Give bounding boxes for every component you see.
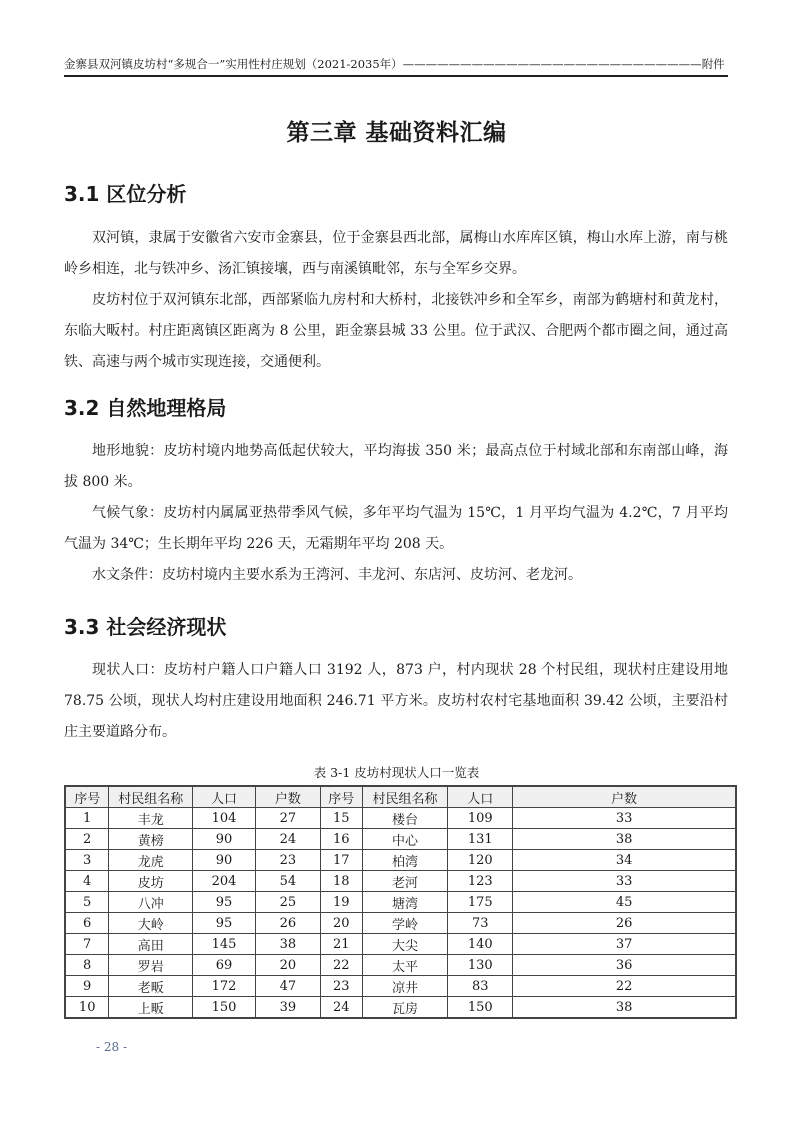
cell-population: 69 (193, 955, 256, 976)
cell-index: 21 (320, 934, 362, 955)
col-header-population: 人口 (193, 786, 256, 808)
cell-group-name: 楼台 (362, 808, 448, 829)
cell-households: 25 (255, 892, 320, 913)
cell-households: 22 (513, 976, 736, 997)
cell-households: 45 (513, 892, 736, 913)
paragraph: 现状人口：皮坊村户籍人口户籍人口 3192 人，873 户，村内现状 28 个村民组，现状村庄建设用地 78.75 公顷，现状人均村庄建设用地面积 246.71 平方米。皮坊村农村宅基地面积 39.42 公顷，主要沿村庄主要道路分布。 (64, 662, 728, 740)
section-heading: 3.3 社会经济现状 (64, 615, 227, 639)
cell-group-name: 凉井 (362, 976, 448, 997)
col-header-index: 序号 (320, 786, 362, 808)
paragraph: 气候气象：皮坊村内属属亚热带季风气候，多年平均气温为 15℃，1 月平均气温为 4.2℃，7 月平均气温为 34℃；生长期年平均 226 天，无霜期年平均 208 天。 (64, 505, 728, 552)
cell-population: 130 (448, 955, 513, 976)
table-row (65, 808, 736, 829)
cell-population: 95 (193, 913, 256, 934)
cell-index: 6 (65, 913, 109, 934)
population-table (64, 785, 737, 1019)
cell-households: 20 (255, 955, 320, 976)
cell-index: 3 (65, 850, 109, 871)
cell-households: 38 (255, 934, 320, 955)
cell-households: 26 (513, 913, 736, 934)
cell-population: 175 (448, 892, 513, 913)
col-header-households: 户数 (513, 786, 736, 808)
cell-households: 54 (255, 871, 320, 892)
cell-group-name: 大尖 (362, 934, 448, 955)
col-header-group-name: 村民组名称 (109, 786, 193, 808)
cell-index: 1 (65, 808, 109, 829)
table-row (65, 913, 736, 934)
cell-households: 24 (255, 829, 320, 850)
cell-index: 4 (65, 871, 109, 892)
cell-population: 150 (448, 997, 513, 1019)
cell-index: 5 (65, 892, 109, 913)
paragraph: 皮坊村位于双河镇东北部，西部紧临九房村和大桥村，北接铁冲乡和全军乡，南部为鹤塘村和黄龙村，东临大畈村。村庄距离镇区距离为 8 公里，距金寨县城 33 公里。位于武汉、合肥两个都市圈之间，通过高铁、高速与两个城市实现连接，交通便利。 (64, 292, 728, 370)
table-row (65, 997, 736, 1019)
cell-group-name: 丰龙 (109, 808, 193, 829)
cell-population: 104 (193, 808, 256, 829)
cell-households: 23 (255, 850, 320, 871)
header-rule (64, 75, 728, 77)
table-row (65, 829, 736, 850)
table-row (65, 871, 736, 892)
cell-index: 17 (320, 850, 362, 871)
cell-group-name: 太平 (362, 955, 448, 976)
cell-households: 33 (513, 808, 736, 829)
cell-households: 36 (513, 955, 736, 976)
cell-index: 16 (320, 829, 362, 850)
cell-index: 24 (320, 997, 362, 1019)
table-row (65, 976, 736, 997)
cell-population: 109 (448, 808, 513, 829)
cell-households: 39 (255, 997, 320, 1019)
cell-households: 26 (255, 913, 320, 934)
table-header-row (65, 786, 736, 808)
header-title: 金寨县双河镇皮坊村“多规合一”实用性村庄规划（2021-2035年）—————————————————————————— (64, 57, 702, 71)
cell-index: 2 (65, 829, 109, 850)
cell-index: 10 (65, 997, 109, 1019)
cell-households: 34 (513, 850, 736, 871)
cell-population: 95 (193, 892, 256, 913)
cell-group-name: 上畈 (109, 997, 193, 1019)
col-header-index: 序号 (65, 786, 109, 808)
table-row (65, 850, 736, 871)
running-header (64, 56, 728, 72)
cell-population: 90 (193, 850, 256, 871)
paragraph: 水文条件：皮坊村境内主要水系为王湾河、丰龙河、东店河、皮坊河、老龙河。 (92, 567, 582, 583)
cell-population: 140 (448, 934, 513, 955)
cell-index: 9 (65, 976, 109, 997)
cell-group-name: 老河 (362, 871, 448, 892)
cell-population: 83 (448, 976, 513, 997)
paragraph: 地形地貌：皮坊村境内地势高低起伏较大，平均海拔 350 米；最高点位于村域北部和东南部山峰，海拔 800 米。 (64, 443, 728, 490)
cell-group-name: 黄榜 (109, 829, 193, 850)
page-number: - 28 - (96, 1040, 128, 1054)
cell-group-name: 柏湾 (362, 850, 448, 871)
table-row (65, 934, 736, 955)
cell-population: 150 (193, 997, 256, 1019)
table-row (65, 955, 736, 976)
cell-population: 123 (448, 871, 513, 892)
cell-group-name: 老畈 (109, 976, 193, 997)
cell-households: 27 (255, 808, 320, 829)
cell-households: 37 (513, 934, 736, 955)
cell-group-name: 罗岩 (109, 955, 193, 976)
cell-index: 22 (320, 955, 362, 976)
cell-group-name: 大岭 (109, 913, 193, 934)
paragraph: 双河镇，隶属于安徽省六安市金寨县，位于金寨县西北部，属梅山水库库区镇，梅山水库上游，南与桃岭乡相连，北与铁冲乡、汤汇镇接壤，西与南溪镇毗邻，东与全军乡交界。 (64, 230, 728, 277)
cell-population: 120 (448, 850, 513, 871)
cell-population: 172 (193, 976, 256, 997)
cell-index: 20 (320, 913, 362, 934)
cell-group-name: 皮坊 (109, 871, 193, 892)
cell-group-name: 塘湾 (362, 892, 448, 913)
cell-group-name: 中心 (362, 829, 448, 850)
cell-index: 18 (320, 871, 362, 892)
cell-households: 33 (513, 871, 736, 892)
col-header-population: 人口 (448, 786, 513, 808)
cell-households: 38 (513, 829, 736, 850)
section-heading: 3.2 自然地理格局 (64, 396, 227, 420)
cell-population: 90 (193, 829, 256, 850)
cell-index: 7 (65, 934, 109, 955)
col-header-group-name: 村民组名称 (362, 786, 448, 808)
table-row (65, 892, 736, 913)
cell-index: 23 (320, 976, 362, 997)
cell-population: 131 (448, 829, 513, 850)
cell-index: 15 (320, 808, 362, 829)
cell-households: 38 (513, 997, 736, 1019)
cell-households: 47 (255, 976, 320, 997)
chapter-title: 第三章 基础资料汇编 (286, 120, 507, 146)
cell-population: 204 (193, 871, 256, 892)
cell-index: 8 (65, 955, 109, 976)
section-heading: 3.1 区位分析 (64, 182, 187, 206)
table-caption: 表 3-1 皮坊村现状人口一览表 (313, 765, 480, 780)
cell-group-name: 龙虎 (109, 850, 193, 871)
cell-group-name: 八冲 (109, 892, 193, 913)
header-appendix: 附件 (701, 57, 725, 71)
cell-group-name: 高田 (109, 934, 193, 955)
col-header-households: 户数 (255, 786, 320, 808)
cell-group-name: 瓦房 (362, 997, 448, 1019)
cell-group-name: 学岭 (362, 913, 448, 934)
cell-population: 145 (193, 934, 256, 955)
cell-index: 19 (320, 892, 362, 913)
cell-population: 73 (448, 913, 513, 934)
